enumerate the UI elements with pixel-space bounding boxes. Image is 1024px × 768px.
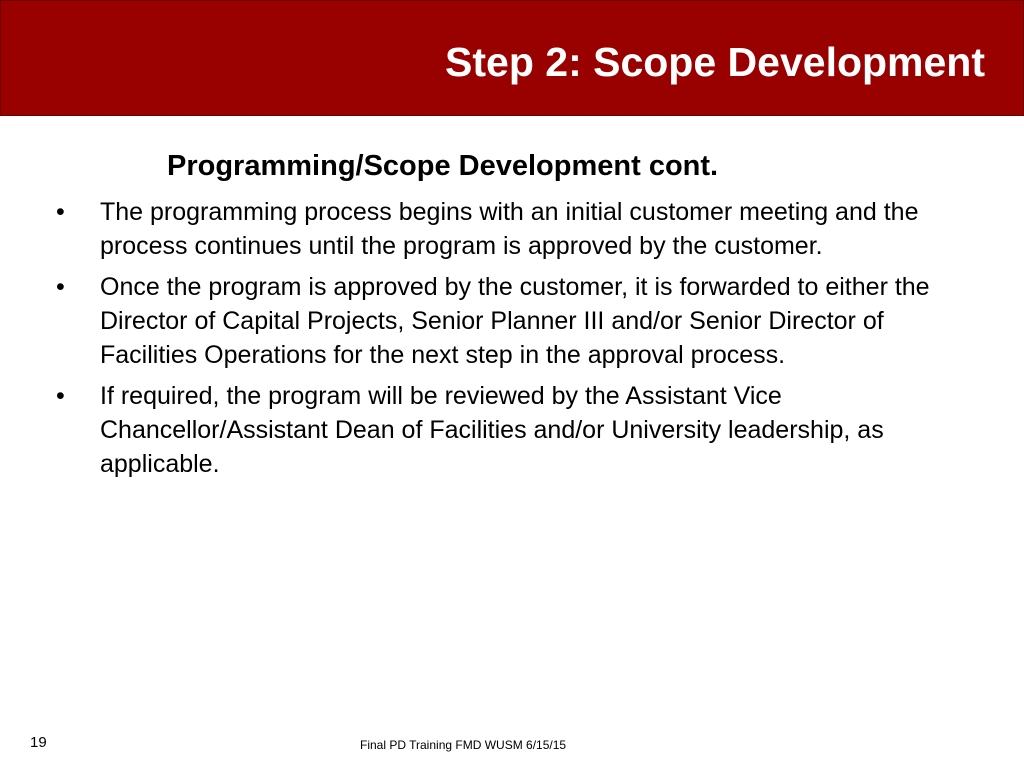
bullet-dot-icon: • (56, 382, 65, 410)
bullet-dot-icon: • (56, 273, 65, 301)
bullet-list (56, 195, 936, 488)
title-bar (0, 0, 1024, 116)
slide-title: Step 2: Scope Development (445, 39, 985, 85)
bullet-dot-icon: • (56, 198, 65, 226)
bullet-item (56, 270, 936, 372)
bullet-text: If required, the program will be reviewed by the Assistant Vice Chancellor/Assistant Dean of Facilities and/or University leadership, as applicable. (100, 382, 884, 478)
bullet-text: The programming process begins with an initial customer meeting and the process continues until the program is approved by the customer. (100, 198, 919, 260)
bullet-item (56, 195, 936, 263)
footer-text: Final PD Training FMD WUSM 6/15/15 (360, 738, 567, 752)
bullet-item (56, 379, 936, 481)
bullet-text: Once the program is approved by the customer, it is forwarded to either the Director of Capital Projects, Senior Planner III and/or Senior Director of Facilities Operations for the next step in the approval process. (100, 273, 930, 369)
page-number: 19 (30, 734, 47, 751)
slide-subtitle: Programming/Scope Development cont. (167, 150, 719, 182)
